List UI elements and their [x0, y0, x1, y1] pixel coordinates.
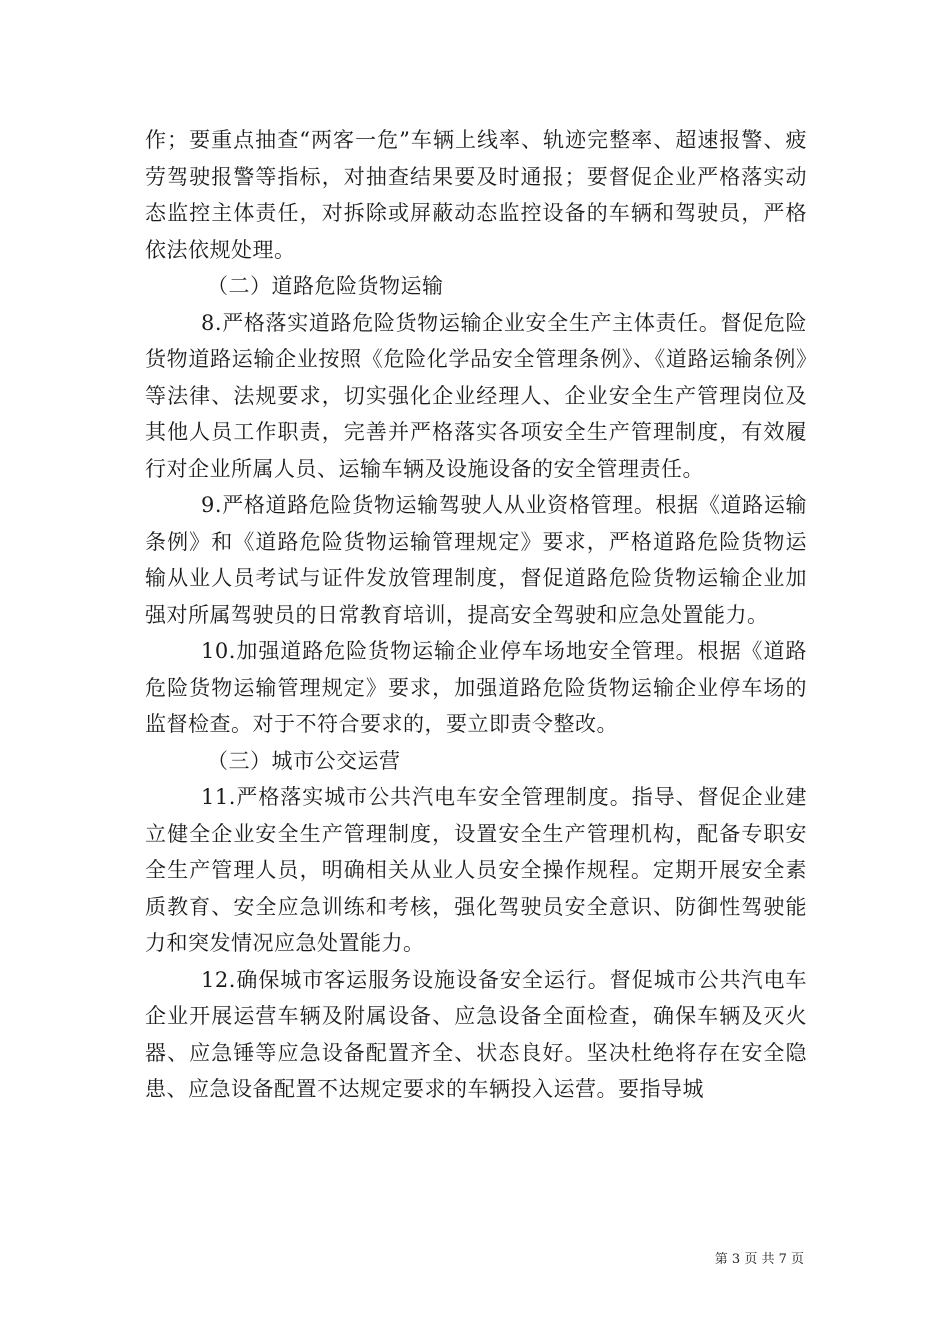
paragraph-item-10: 10.加强道路危险货物运输企业停车场地安全管理。根据《道路危险货物运输管理规定》要求，加强道路危险货物运输企业停车场的监督检查。对于不符合要求的，要立即责令整改。: [145, 639, 807, 736]
section-heading-3: （三）城市公交运营: [207, 748, 401, 773]
document-body: [145, 122, 807, 1108]
paragraph-item-12: 12.确保城市客运服务设施设备安全运行。督促城市公共汽电车企业开展运营车辆及附属设备、应急设备全面检查，确保车辆及灭火器、应急锤等应急设备配置齐全、状态良好。坚决杜绝将存在安全隐患、应急设备配置不达规定要求的车辆投入运营。要指导城: [145, 967, 807, 1101]
paragraph-item-8: 8.严格落实道路危险货物运输企业安全生产主体责任。督促危险货物道路运输企业按照《危险化学品安全管理条例》、《道路运输条例》等法律、法规要求，切实强化企业经理人、企业安全生产管理岗位及其他人员工作职责，完善并严格落实各项安全生产管理制度，有效履行对企业所属人员、运输车辆及设施设备的安全管理责任。: [145, 310, 807, 481]
section-heading-2: （二）道路危险货物运输: [207, 274, 444, 298]
paragraph-item-11: 11.严格落实城市公共汽电车安全管理制度。指导、督促企业建立健全企业安全生产管理制度，设置安全生产管理机构，配备专职安全生产管理人员，明确相关从业人员安全操作规程。定期开展安全素质教育、安全应急训练和考核，强化驾驶员安全意识、防御性驾驶能力和突发情况应急处置能力。: [145, 785, 807, 955]
paragraph-continuation: 作；要重点抽查“两客一危”车辆上线率、轨迹完整率、超速报警、疲劳驾驶报警等指标，对抽查结果要及时通报；要督促企业严格落实动态监控主体责任，对拆除或屏蔽动态监控设备的车辆和驾驶员，严格依法依规处理。: [145, 128, 807, 262]
paragraph-item-9: 9.严格道路危险货物运输驾驶人从业资格管理。根据《道路运输条例》和《道路危险货物运输管理规定》要求，严格道路危险货物运输从业人员考试与证件发放管理制度，督促道路危险货物运输企业加强对所属驾驶员的日常教育培训，提高安全驾驶和应急处置能力。: [145, 493, 807, 627]
page-number-footer: 第 3 页 共 7 页: [714, 1252, 804, 1267]
